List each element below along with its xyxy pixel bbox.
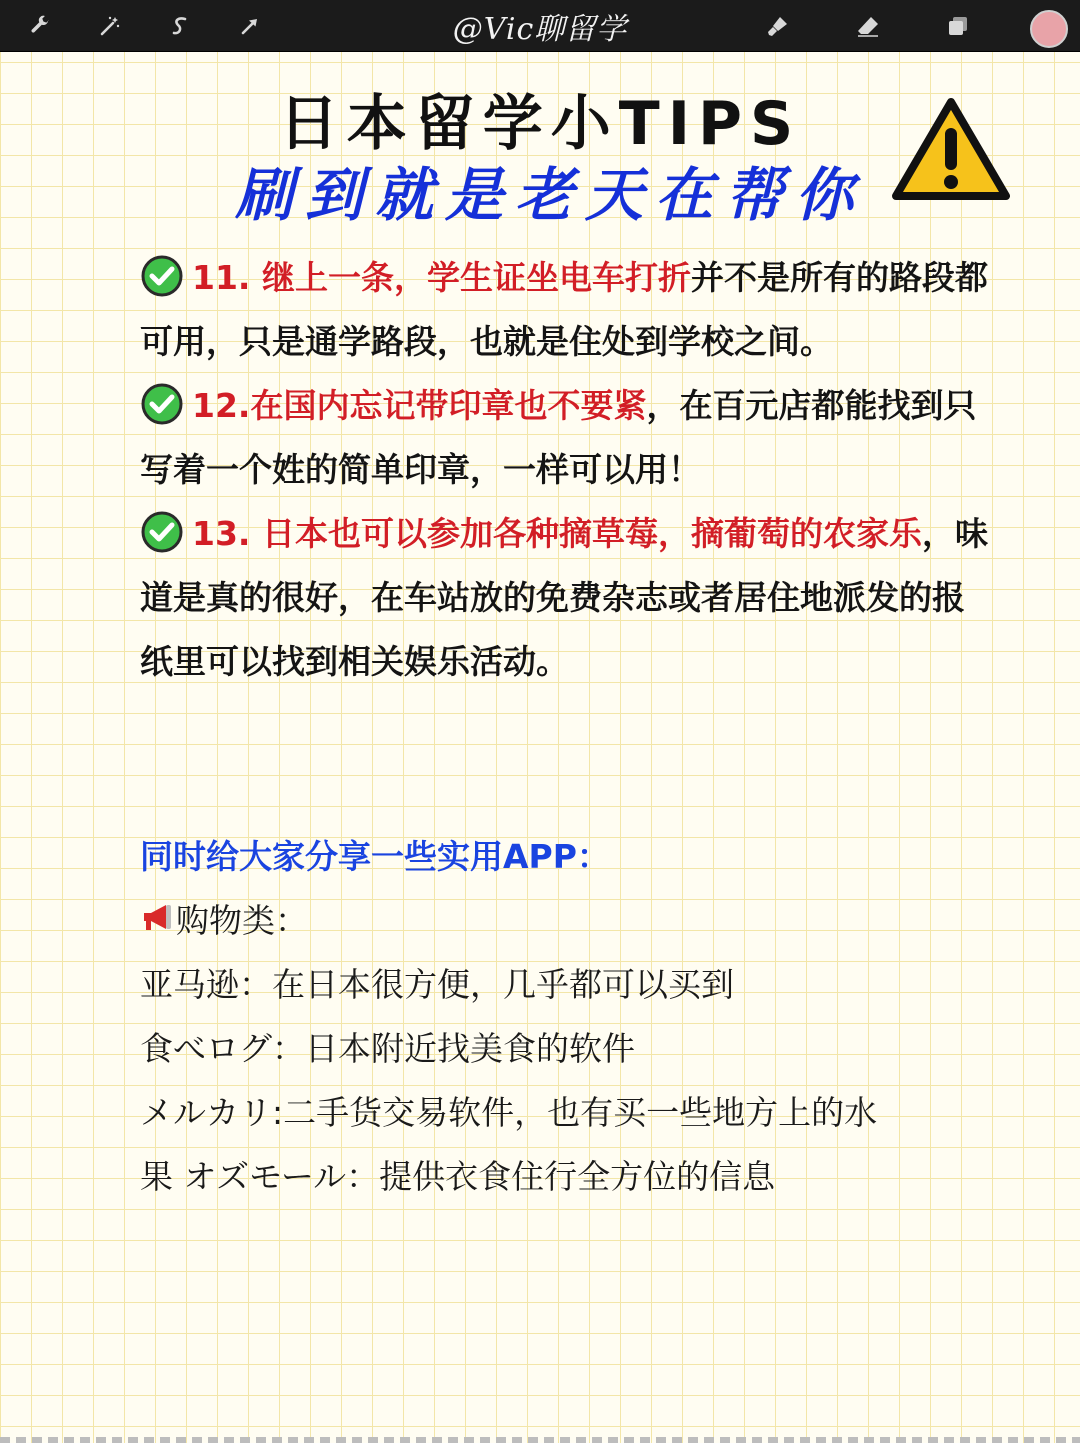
app-item: 亚马逊：在日本很方便，几乎都可以买到 <box>140 965 734 1004</box>
tip-item <box>140 502 990 694</box>
check-circle-icon <box>140 382 184 426</box>
page-subtitle: 刷到就是老天在帮你 <box>234 161 865 229</box>
apps-heading: 同时给大家分享一些实用APP： <box>140 837 610 876</box>
watermark-text: @Vic聊留学 <box>452 12 628 47</box>
category-label: 购物类： <box>176 901 308 940</box>
layers-icon[interactable] <box>938 6 978 46</box>
bottom-divider <box>0 1437 1080 1443</box>
megaphone-icon <box>140 900 176 936</box>
app-item: 果 オズモール：提供衣食住行全方位的信息 <box>140 1157 776 1196</box>
tip-highlight: 12.在国内忘记带印章也不要紧 <box>192 386 647 425</box>
app-item: メルカリ:二手货交易软件，也有买一些地方上的水 <box>140 1093 878 1132</box>
warning-icon <box>890 96 1012 204</box>
tip-text: ，味道是真的很好，在车站放的免费杂志或者居住地派发的报纸里可以找到相关娱乐活动。 <box>140 514 988 681</box>
brush-icon[interactable] <box>758 6 798 46</box>
apps-section <box>140 825 990 1209</box>
app-item: 食べログ：日本附近找美食的软件 <box>140 1029 635 1068</box>
tip-highlight: 13. 日本也可以参加各种摘草莓，摘葡萄的农家乐 <box>192 514 922 553</box>
check-circle-icon <box>140 254 184 298</box>
tip-text: ，在百元店都能找到只写着一个姓的简单印章，一样可以用！ <box>140 386 977 489</box>
category-row <box>140 889 990 953</box>
color-swatch[interactable] <box>1030 10 1068 48</box>
tip-text: 并不是所有的路段都可用，只是通学路段，也就是住处到学校之间。 <box>140 258 988 361</box>
tip-item <box>140 246 990 374</box>
check-circle-icon <box>140 510 184 554</box>
eraser-icon[interactable] <box>848 6 888 46</box>
page-title: 日本留学小TIPS <box>278 89 802 159</box>
app-toolbar <box>0 0 1080 52</box>
tip-item <box>140 374 990 502</box>
tip-highlight: 11. 继上一条，学生证坐电车打折 <box>192 258 691 297</box>
tips-list <box>140 246 990 694</box>
